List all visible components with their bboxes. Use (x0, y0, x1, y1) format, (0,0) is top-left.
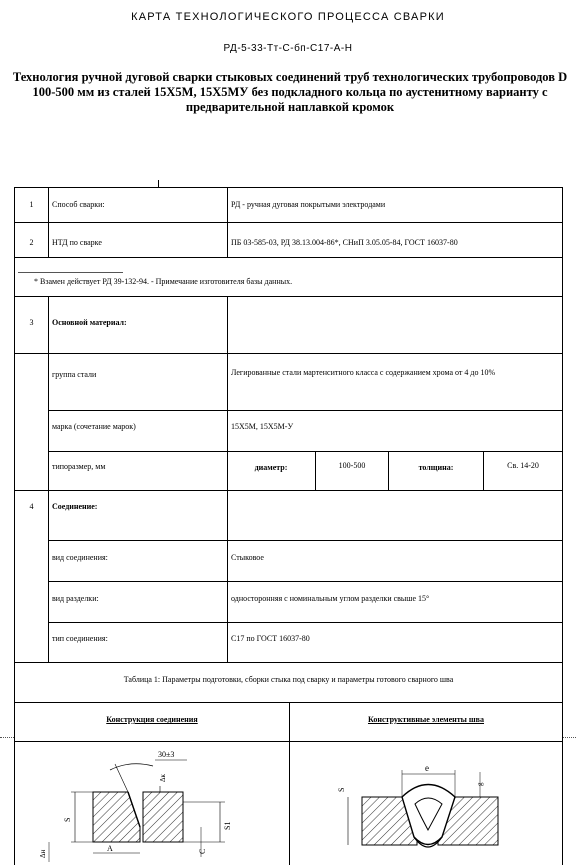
c-dim-label: C (198, 848, 207, 854)
welding-method-value: РД - ручная дуговая покрытыми электродами (231, 200, 386, 209)
joint-design-drawing (15, 742, 289, 865)
footnote: * Взамен действует РД 39-132-94. - Примечание изготовителя базы данных. (34, 277, 293, 286)
thickness-value: Св. 14-20 (507, 461, 539, 470)
weld-elements-header: Конструктивные элементы шва (367, 715, 485, 724)
groove-value: односторонняя с номинальным углом разделки свыше 15° (231, 594, 430, 603)
size-label: типоразмер, мм (52, 462, 106, 471)
card-title: КАРТА ТЕХНОЛОГИЧЕСКОГО ПРОЦЕССА СВАРКИ (131, 11, 445, 23)
g-dim-label: g (476, 782, 484, 786)
document-title: Технология ручной дуговой сварки стыковых соединений труб технологических трубопроводов D 100-500 мм из сталей 15Х5М, 15Х5МУ без подкладного кольца по аустенитному варианту с предварительной наплавкой кромок (12, 70, 568, 114)
a-dim-label: A (107, 844, 113, 853)
s1-dim-label: S1 (223, 821, 232, 830)
section-4-number: 4 (29, 502, 34, 511)
s-dim-label: S (63, 817, 72, 822)
section-3-number: 3 (29, 318, 34, 327)
welding-method-label: Способ сварки: (52, 200, 105, 209)
groove-label: вид разделки: (52, 594, 99, 603)
thickness-label: толщина: (418, 463, 454, 472)
document-code: РД-5-33-Тт-С-бп-С17-А-Н (223, 43, 353, 54)
joint-type-std-label: тип соединения: (52, 634, 108, 643)
grade-label: марка (сочетание марок) (52, 422, 136, 431)
e-dim-label: e (425, 763, 429, 773)
dn-dim-label: Δн (39, 849, 47, 858)
steel-group-value: Легированные стали мартенситного класса с содержанием хрома от 4 до 10% (231, 368, 496, 377)
table-caption: Таблица 1: Параметры подготовки, сборки стыка под сварку и параметры готового сварного шва (123, 675, 454, 684)
dk-dim-label: Δк (159, 774, 167, 782)
joint-design-header: Конструкция соединения (106, 715, 198, 724)
weld-elements-drawing (290, 742, 562, 865)
ntd-value: ПБ 03-585-03, РД 38.13.004-86*, СНиП 3.05.05-84, ГОСТ 16037-80 (231, 238, 458, 247)
weld-s-dim-label: S (337, 787, 346, 792)
row-2-number: 2 (29, 238, 34, 247)
joint-type-label: вид соединения: (52, 553, 108, 562)
base-material-label: Основной материал: (52, 318, 127, 327)
joint-type-std-value: С17 по ГОСТ 16037-80 (231, 634, 310, 643)
grade-value: 15Х5М, 15Х5М-У (231, 422, 294, 431)
row-1-number: 1 (29, 200, 34, 209)
steel-group-label: группа стали (52, 370, 97, 379)
diameter-value: 100-500 (338, 461, 366, 470)
angle-dim-label: 30±3 (158, 750, 175, 759)
diameter-label: диаметр: (254, 463, 288, 472)
joint-type-value: Стыковое (231, 553, 264, 562)
ntd-label: НТД по сварке (52, 238, 102, 247)
joint-label: Соединение: (52, 502, 98, 511)
